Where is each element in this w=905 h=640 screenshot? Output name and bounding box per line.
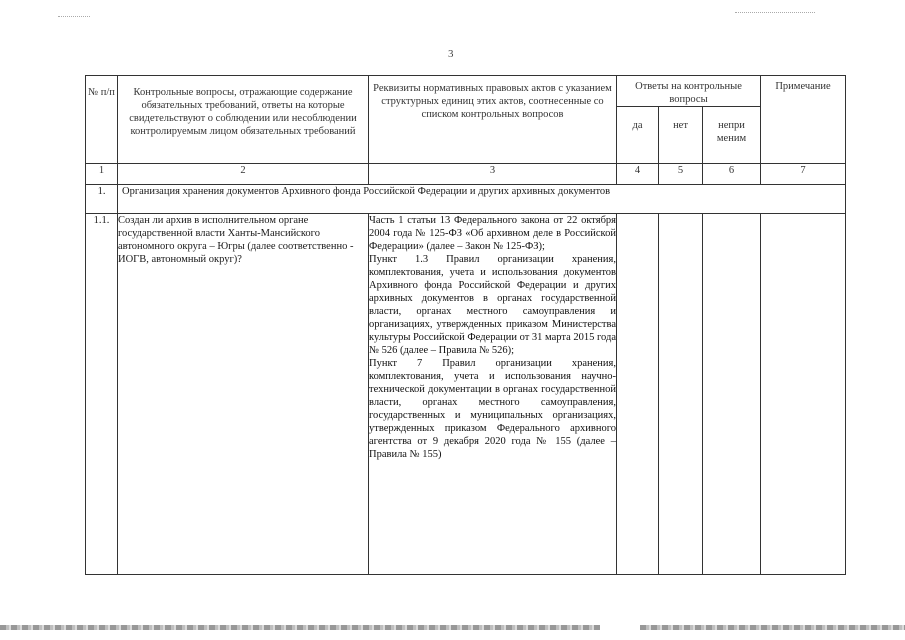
header-no: нет: [659, 107, 703, 164]
header-num: № п/п: [86, 76, 118, 164]
header-answers: Ответы на контрольные вопросы: [617, 76, 761, 107]
column-number: 5: [659, 164, 703, 185]
row-number: 1.1.: [86, 214, 118, 575]
answer-yes-cell[interactable]: [617, 214, 659, 575]
reference-item: Пункт 1.3 Правил организации хранения, комплектования, учета и использования документов Архивного фонда Российской Федерации и других архивных документов в органах государственной власти, органах местного самоуправления и организациях, утвержденных приказом Министерства культуры Российской Федерации от 31 марта 2015 года № 526 (далее – Правила № 526);: [369, 254, 617, 356]
section-title: Организация хранения документов Архивного фонда Российской Федерации и других архивных документов: [118, 185, 846, 214]
scan-artifact-bottom-right: [640, 625, 905, 630]
section-number: 1.: [86, 185, 118, 214]
column-number: 1: [86, 164, 118, 185]
header-requisites: Реквизиты нормативных правовых актов с указанием структурных единиц этих актов, соотнесенные со списком контрольных вопросов: [369, 76, 617, 164]
header-note: Примечание: [761, 76, 846, 164]
section-row: [86, 185, 846, 214]
column-numbers-row: [86, 164, 846, 185]
table-row: [86, 214, 846, 575]
header-row: [86, 76, 846, 107]
control-question: Создан ли архив в исполнительном органе государственной власти Ханты-Мансийского автономного округа – Югры (далее соответственно - ИОГВ, автономный округ)?: [118, 214, 369, 575]
scan-artifact-top-right: [735, 12, 815, 13]
note-cell[interactable]: [761, 214, 846, 575]
legal-references: [369, 214, 617, 575]
answer-not-applicable-cell[interactable]: [703, 214, 761, 575]
page-number: 3: [448, 48, 454, 60]
column-number: 4: [617, 164, 659, 185]
scan-artifact-bottom-left: [0, 625, 600, 630]
header-yes: да: [617, 107, 659, 164]
header-not-applicable: непри меним: [703, 107, 761, 164]
column-number: 7: [761, 164, 846, 185]
header-questions: Контрольные вопросы, отражающие содержание обязательных требований, ответы на которые свидетельствуют о соблюдении или несоблюдении контролируемым лицом обязательных требований: [118, 76, 369, 164]
column-number: 6: [703, 164, 761, 185]
scan-artifact-top-left: [58, 16, 90, 17]
column-number: 2: [118, 164, 369, 185]
answer-no-cell[interactable]: [659, 214, 703, 575]
column-number: 3: [369, 164, 617, 185]
reference-item: Пункт 7 Правил организации хранения, комплектования, учета и использования научно-технической документации в органах государственной власти, органах местного самоуправления, государственных и муниципальных организациях, утвержденных приказом Федерального архивного агентства от 9 декабря 2020 года № 155 (далее – Правила № 155): [369, 358, 616, 460]
reference-item: Часть 1 статьи 13 Федерального закона от 22 октября 2004 года № 125-ФЗ «Об архивном деле в Российской Федерации» (далее – Закон № 125-ФЗ);: [369, 215, 616, 252]
control-questions-table: [85, 75, 846, 575]
